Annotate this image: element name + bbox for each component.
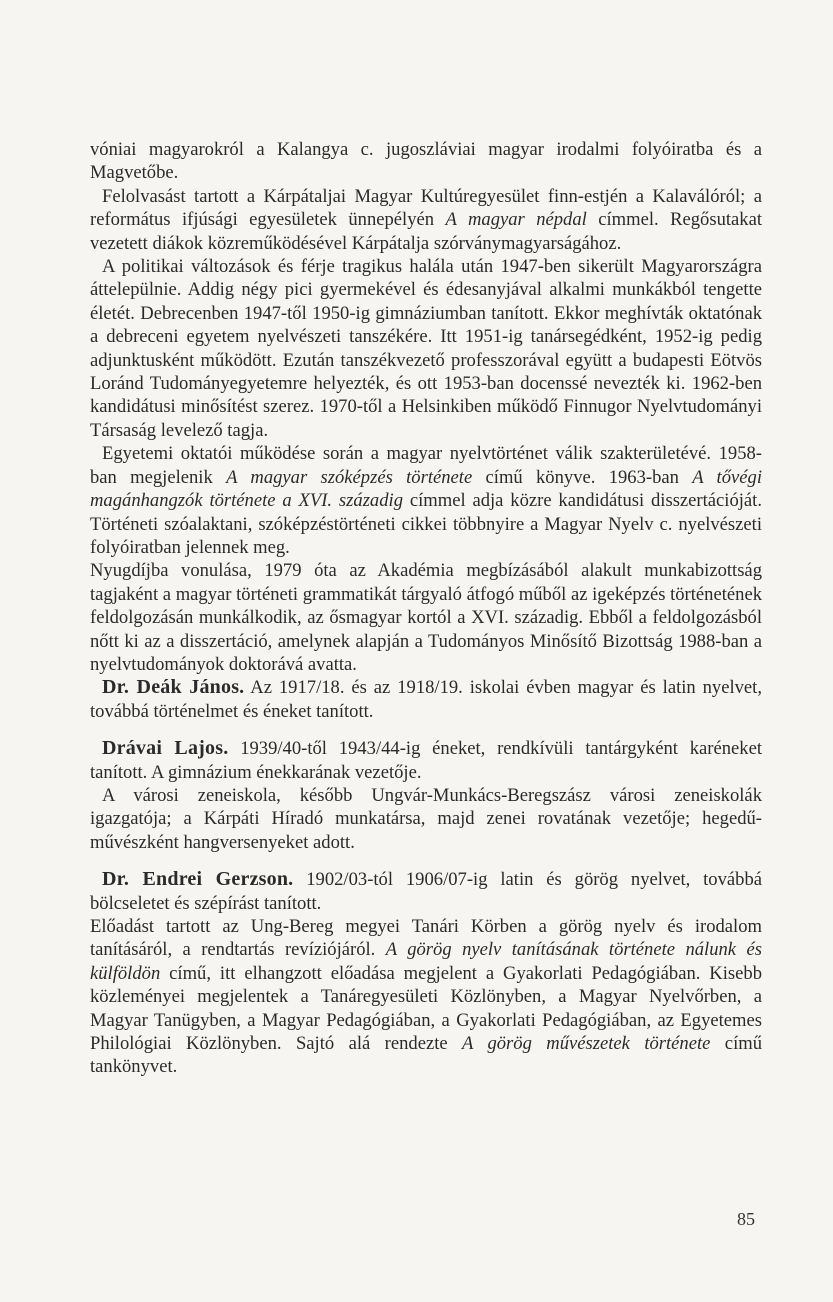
document-body [90, 138, 762, 1079]
paragraph-text: című, itt elhangzott előadása megjelent a Gyakorlati Pedagógiában. Kisebb közleményei megjelentek a Tanáregyesületi Közlönyben, a Magyar Nyelvőrben, a Magyar Tanügyben, a Magyar Pedagógiában, a Gyakorlati Pedagógiában, az Egyetemes Philológiai Közlönyben. Sajtó alá rendezte [90, 962, 762, 1055]
paragraph-2 [90, 185, 762, 255]
paragraph-text: A politikai változások és férje tragikus halála után 1947-ben sikerült Magyarországra áttelepülnie. Addig négy pici gyermekével és édesanyjával alkalmi munkákból tengette életét. Debrecenben 1947-től 1950-ig gimnáziumban tanított. Ekkor meghívták oktatónak a debreceni egyetem nyelvészeti tanszékére. Itt 1951-ig tanársegédként, 1952-ig pedig adjunktusként működött. Ezután tanszékvezető professzorával együtt a budapesti Eötvös Loránd Tudományegyetemre helyezték, és ott 1953-ban docenssé nevezték ki. 1962-ben kandidátusi minősítést szerez. 1970-től a Helsinkiben működő Finnugor Nyelvtudományi Társaság levelező tagja. [90, 256, 762, 441]
paragraph-text: A városi zeneiskola, később Ungvár-Munkács-Beregszász városi zeneiskolák igazgatója; a Kárpáti Híradó munkatársa, majd zenei rovatának vezetője; hegedűművészként hangversenyeket adott. [90, 784, 762, 853]
paragraph-text: Az 1917/18. és az 1918/19. iskolai évben magyar és latin nyelvet, továbbá történelmet és éneket tanított. [90, 677, 762, 722]
italic-title: A magyar népdal [445, 209, 587, 231]
paragraph-text: című tankönyvet. [90, 1033, 762, 1078]
paragraph-text: vóniai magyarokról a Kalangya c. jugoszláviai magyar irodalmi folyóiratba és a Magvetőbe. [90, 139, 762, 184]
person-name: Drávai Lajos. [102, 737, 229, 760]
paragraph-8 [90, 784, 762, 854]
paragraph-7 [90, 737, 762, 784]
italic-title: A görög nyelv tanításának története nálunk és külföldön [90, 939, 762, 984]
person-name: Dr. Endrei Gerzson. [102, 868, 294, 891]
paragraph-text: címmel adja közre kandidátusi disszertációját. Történeti szóalaktani, szóképzéstörténeti cikkei többnyire a Magyar Nyelv c. nyelvészeti folyóiratban jelennek meg. [90, 490, 762, 558]
paragraph-3 [90, 255, 762, 442]
italic-title: A tővégi magánhangzók története a XVI. századig [90, 466, 762, 512]
paragraph-text: címmel. Regősutakat vezetett diákok közreműködésével Kárpátalja szórványmagyarságához. [90, 209, 762, 254]
paragraph-9 [90, 868, 762, 915]
paragraph-4 [90, 442, 762, 559]
paragraph-text: című könyve. 1963-ban [472, 466, 693, 488]
paragraph-10 [90, 915, 762, 1079]
person-name: Dr. Deák János. [102, 676, 245, 699]
paragraph-1 [90, 138, 762, 185]
paragraph-text: Nyugdíjba vonulása, 1979 óta az Akadémia megbízásából alakult munkabizottság tagjaként a magyar történeti grammatikát tárgyaló átfogó műből az igeképzés történetének feldolgozásán munkálkodik, az ősmagyar kortól a XVI. századig. Ebből a feldolgozásból nőtt ki az a disszertáció, amelynek alapján a Tudományos Minősítő Bizottság 1988-ban a nyelvtudományok doktorává avatta. [90, 560, 762, 675]
paragraph-text: Egyetemi oktatói működése során a magyar nyelvtörténet válik szakterületévé. 1958-ban megjelenik [90, 443, 762, 488]
paragraph-text: Felolvasást tartott a Kárpátaljai Magyar Kultúregyesület finn-estjén a Kalaválóról; a református ifjúsági egyesületek ünnepélyén [90, 185, 762, 231]
paragraph-text: 1939/40-től 1943/44-ig éneket, rendkívüli tantárgyként karéneket tanított. A gimnázium énekkarának vezetője. [90, 738, 762, 783]
paragraph-text: Előadást tartott az Ung-Bereg megyei Tanári Körben a görög nyelv és irodalom tanításáról, a rendtartás revíziójáról. [90, 916, 762, 961]
italic-title: A magyar szóképzés története [226, 466, 473, 488]
page-number: 85 [737, 1209, 755, 1229]
paragraph-6 [90, 676, 762, 723]
paragraph-text: 1902/03-tól 1906/07-ig latin és görög nyelvet, továbbá bölcseletet és szépírást tanított. [90, 869, 763, 914]
paragraph-5 [90, 559, 762, 676]
italic-title: A görög művészetek története [462, 1033, 711, 1055]
